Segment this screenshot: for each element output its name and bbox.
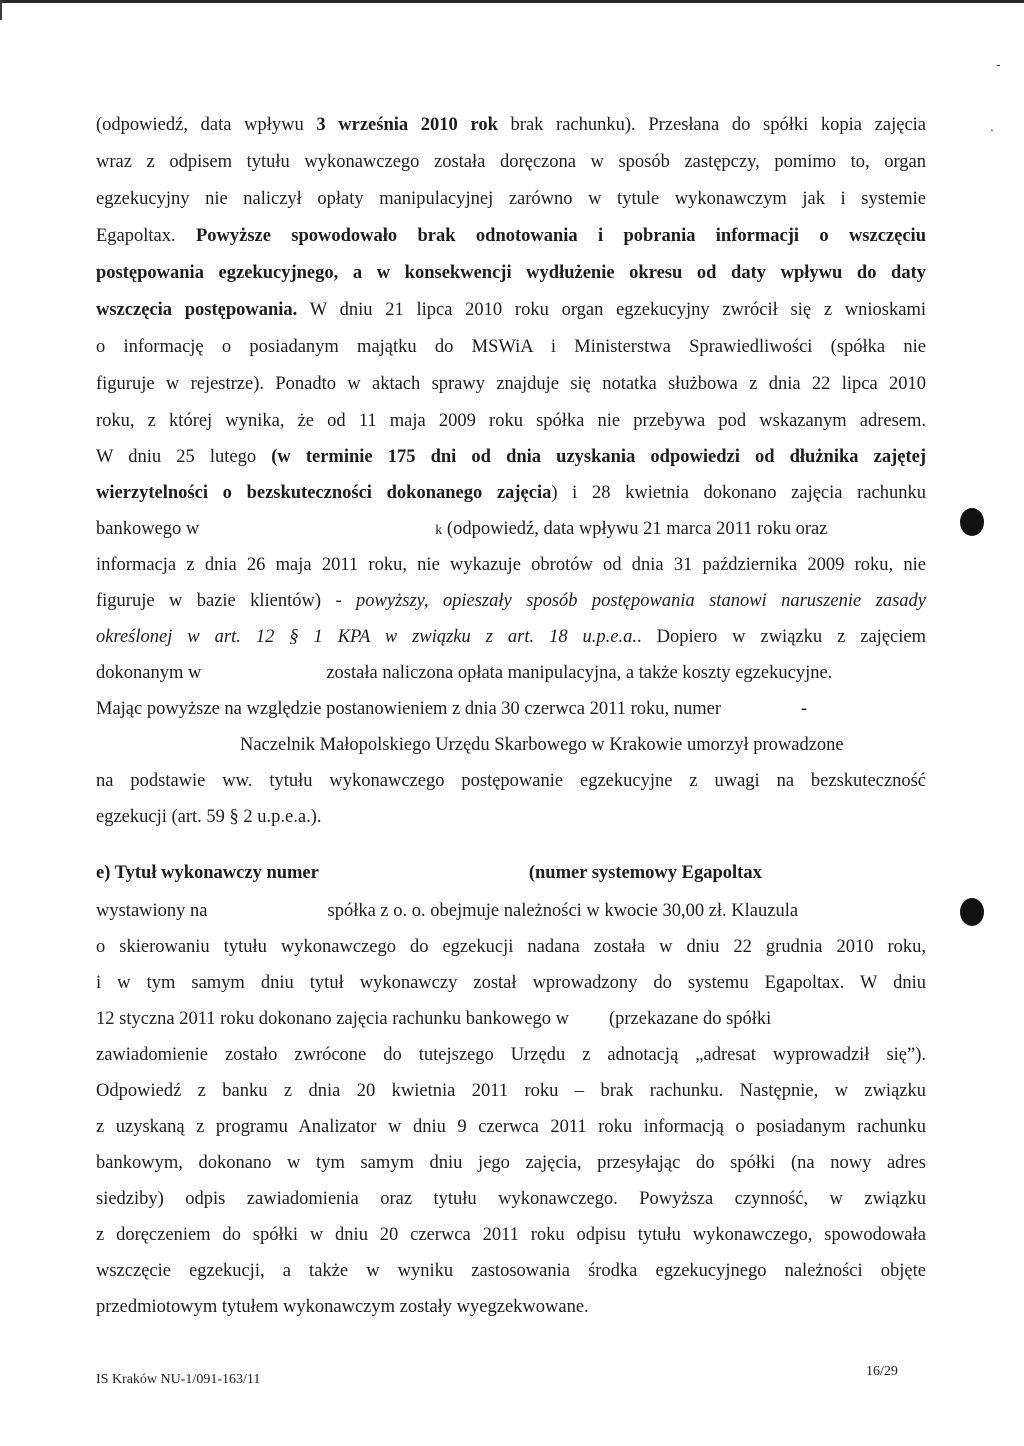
- text-line: wszczęcie egzekucji, a także w wyniku zastosowania środka egzekucyjnego należności objęte: [96, 1261, 926, 1281]
- section-heading: e) Tytuł wykonawczy numer (numer systemowy Egapoltax: [96, 863, 762, 883]
- text-line: z doręczeniem do spółki w dniu 20 czerwca 2011 roku odpisu tytułu wykonawczego, spowodowała: [96, 1225, 926, 1245]
- text-line: wraz z odpisem tytułu wykonawczego została doręczona w sposób zastępczy, pomimo to, organ: [96, 152, 926, 172]
- text-line: o informację o posiadanym majątku do MSWiA i Ministerstwa Sprawiedliwości (spółka nie: [96, 337, 926, 357]
- text-line: (odpowiedź, data wpływu 3 września 2010 rok brak rachunku). Przesłana do spółki kopia zajęcia: [96, 115, 927, 135]
- text-line: zawiadomienie zostało zwrócone do tutejszego Urzędu z adnotacją „adresat wyprowadził się”).: [96, 1045, 926, 1065]
- footer-reference: IS Kraków NU-1/091-163/11: [96, 1372, 261, 1387]
- punch-hole: [960, 508, 984, 536]
- text-line: bankowego w k (odpowiedź, data wpływu 21 marca 2011 roku oraz: [96, 519, 828, 539]
- text-line: wystawiony na spółka z o. o. obejmuje należności w kwocie 30,00 zł. Klauzula: [96, 901, 799, 921]
- text-line: figuruje w rejestrze). Ponadto w aktach sprawy znajduje się notatka służbowa z dnia 22 lipca 2010: [96, 374, 926, 394]
- text-line: wszczęcia postępowania. W dniu 21 lipca 2010 roku organ egzekucyjny zwrócił się z wnioskami: [96, 300, 926, 320]
- text-line: roku, z której wynika, że od 11 maja 2009 roku spółka nie przebywa pod wskazanym adresem.: [96, 411, 926, 431]
- text-line: bankowym, dokonano w tym samym dniu jego zajęcia, przesyłając do spółki (na nowy adres: [96, 1153, 926, 1173]
- text-line: wierzytelności o bezskuteczności dokonanego zajęcia) i 28 kwietnia dokonano zajęcia rachunku: [96, 483, 926, 503]
- text-line: 12 styczna 2011 roku dokonano zajęcia rachunku bankowego w (przekazane do spółki: [96, 1009, 772, 1029]
- text-line: Mając powyższe na względzie postanowieniem z dnia 30 czerwca 2011 roku, numer -: [96, 699, 808, 719]
- text-line: dokonanym w została naliczona opłata manipulacyjna, a także koszty egzekucyjne.: [96, 663, 833, 683]
- text-line: Odpowiedź z banku z dnia 20 kwietnia 2011 roku – brak rachunku. Następnie, w związku: [96, 1081, 926, 1101]
- text-line: i w tym samym dniu tytuł wykonawczy został wprowadzony do systemu Egapoltax. W dniu: [96, 973, 926, 993]
- text-line: z uzyskaną z programu Analizator w dniu 9 czerwca 2011 roku informacją o posiadanym rachunku: [96, 1117, 926, 1137]
- scan-edge-left: [0, 0, 2, 20]
- scan-mark: -: [996, 56, 1001, 72]
- text-line: Egapoltax. Powyższe spowodowało brak odnotowania i pobrania informacji o wszczęciu: [96, 226, 926, 246]
- text-line: o skierowaniu tytułu wykonawczego do egzekucji nadana została w dniu 22 grudnia 2010 roku,: [96, 937, 926, 957]
- punch-hole: [960, 898, 984, 926]
- text-line: egzekucyjny nie naliczył opłaty manipulacyjnej zarówno w tytule wykonawczym jak i systemie: [96, 189, 926, 209]
- text-line: określonej w art. 12 § 1 KPA w związku z art. 18 u.p.e.a.. Dopiero w związku z zajęciem: [96, 627, 926, 647]
- page-number: 16/29: [866, 1364, 898, 1379]
- text-line: egzekucji (art. 59 § 2 u.p.e.a.).: [96, 807, 322, 827]
- text-line: na podstawie ww. tytułu wykonawczego postępowanie egzekucyjne z uwagi na bezskuteczność: [96, 771, 926, 791]
- text-line: W dniu 25 lutego (w terminie 175 dni od dnia uzyskania odpowiedzi od dłużnika zajętej: [96, 447, 926, 467]
- scan-edge: [0, 0, 1024, 3]
- text-line: informacja z dnia 26 maja 2011 roku, nie wykazuje obrotów od dnia 31 października 2009 roku, nie: [96, 555, 926, 575]
- scan-mark: .: [990, 118, 994, 134]
- text-line: Naczelnik Małopolskiego Urzędu Skarbowego w Krakowie umorzył prowadzone: [240, 735, 844, 755]
- text-line: przedmiotowym tytułem wykonawczym zostały wyegzekwowane.: [96, 1297, 589, 1317]
- text-line: postępowania egzekucyjnego, a w konsekwencji wydłużenie okresu od daty wpływu do daty: [96, 263, 926, 283]
- text-line: siedziby) odpis zawiadomienia oraz tytułu wykonawczego. Powyższa czynność, w związku: [96, 1189, 926, 1209]
- text-line: figuruje w bazie klientów) - powyższy, opieszały sposób postępowania stanowi naruszenie zasady: [96, 591, 926, 611]
